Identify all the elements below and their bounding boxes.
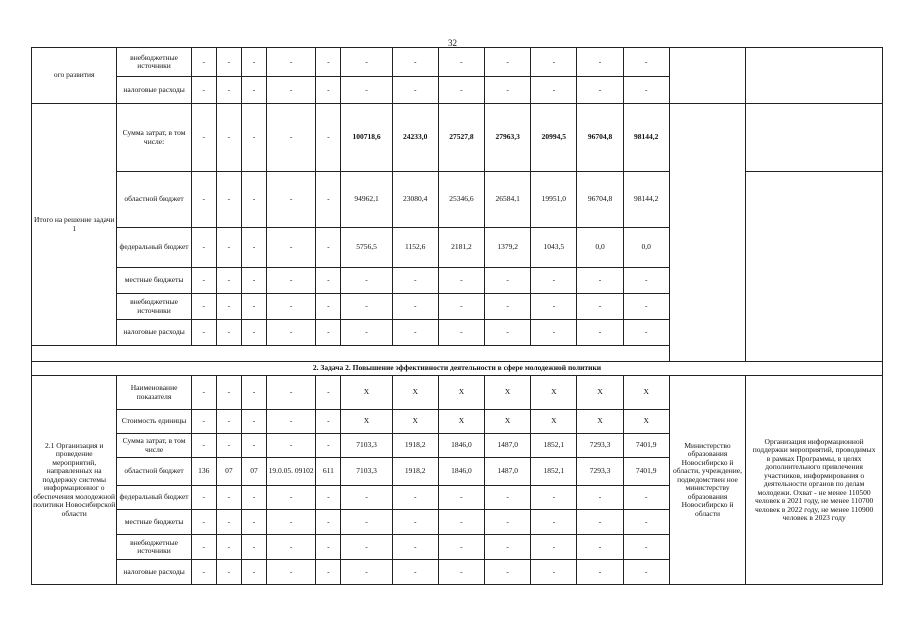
extra-label: внебюджетные источники — [117, 535, 191, 560]
dash-cell: - — [623, 294, 669, 320]
dash-cell: - — [267, 77, 316, 104]
item-sum-value: 7293,3 — [577, 434, 623, 458]
indicator-label: Наименование показателя — [117, 376, 191, 410]
item-regional-value: 1487,0 — [485, 458, 531, 486]
dash-cell: - — [267, 410, 316, 434]
dash-cell: - — [191, 410, 216, 434]
dash-cell: - — [531, 77, 577, 104]
federal-label: федеральный бюджет — [117, 228, 191, 268]
tax-label: налоговые расходы — [117, 77, 191, 104]
dash-cell: - — [485, 294, 531, 320]
total-value: 20994,5 — [531, 104, 577, 172]
dash-cell: - — [241, 434, 266, 458]
dash-cell: - — [316, 376, 341, 410]
tax-label: налоговые расходы — [117, 320, 191, 346]
spacer-row — [32, 346, 883, 362]
dash-cell: - — [241, 228, 266, 268]
dash-cell: - — [531, 320, 577, 346]
dash-cell: - — [267, 294, 316, 320]
result-empty — [746, 104, 883, 172]
dash-cell: - — [316, 560, 341, 585]
dash-cell: - — [241, 510, 266, 535]
dash-cell: - — [241, 172, 266, 228]
dash-cell: - — [531, 48, 577, 77]
dash-cell: - — [241, 486, 266, 510]
dash-cell: - — [316, 486, 341, 510]
dash-cell: - — [267, 560, 316, 585]
x-cell: X — [577, 410, 623, 434]
dash-cell: - — [531, 268, 577, 294]
dash-cell: - — [485, 268, 531, 294]
dash-cell: - — [623, 48, 669, 77]
dash-cell: - — [623, 510, 669, 535]
item-regional-value: 7401,9 — [623, 458, 669, 486]
result-empty — [746, 172, 883, 362]
item-regional-value: 1846,0 — [438, 458, 484, 486]
dash-cell: - — [191, 77, 216, 104]
dash-cell: - — [392, 294, 438, 320]
total-value: 98144,2 — [623, 104, 669, 172]
regional-value: 25346,6 — [438, 172, 484, 228]
item-executor: Министерство образования Новосибирско й области, учреждение, подведомствен ное министерству образования Новосибирско й области — [669, 376, 745, 585]
dash-cell: - — [623, 535, 669, 560]
dash-cell: - — [216, 228, 241, 268]
dash-cell: - — [341, 560, 392, 585]
item-regional-value: 1852,1 — [531, 458, 577, 486]
dash-cell: - — [341, 294, 392, 320]
total-label: Сумма затрат, в том числе: — [117, 104, 191, 172]
dash-cell: - — [341, 510, 392, 535]
dash-cell: - — [623, 486, 669, 510]
dash-cell: - — [316, 77, 341, 104]
dash-cell: - — [577, 320, 623, 346]
code-cell: 07 — [241, 458, 266, 486]
dash-cell: - — [216, 104, 241, 172]
dash-cell: - — [191, 376, 216, 410]
budget-table — [31, 47, 883, 585]
dash-cell: - — [341, 268, 392, 294]
dash-cell: - — [316, 172, 341, 228]
regional-value: 96704,8 — [577, 172, 623, 228]
dash-cell: - — [577, 486, 623, 510]
dash-cell: - — [623, 268, 669, 294]
dash-cell: - — [341, 486, 392, 510]
total-value: 24233,0 — [392, 104, 438, 172]
result-empty — [746, 48, 883, 104]
code-cell: 19.0.05. 09102 — [267, 458, 316, 486]
dash-cell: - — [241, 268, 266, 294]
local-label: местные бюджеты — [117, 268, 191, 294]
dash-cell: - — [485, 510, 531, 535]
regional-label: областной бюджет — [117, 172, 191, 228]
dash-cell: - — [191, 510, 216, 535]
dash-cell: - — [267, 376, 316, 410]
regional-value: 94962,1 — [341, 172, 392, 228]
x-cell: X — [623, 376, 669, 410]
dash-cell: - — [316, 320, 341, 346]
dash-cell: - — [216, 376, 241, 410]
x-cell: X — [485, 376, 531, 410]
dash-cell: - — [267, 104, 316, 172]
dash-cell: - — [392, 48, 438, 77]
dash-cell: - — [316, 535, 341, 560]
dash-cell: - — [191, 268, 216, 294]
unit-cost-label: Стоимость единицы — [117, 410, 191, 434]
item-regional-value: 1918,2 — [392, 458, 438, 486]
regional-value: 23080,4 — [392, 172, 438, 228]
dash-cell: - — [438, 560, 484, 585]
dash-cell: - — [241, 77, 266, 104]
dash-cell: - — [577, 510, 623, 535]
dash-cell: - — [341, 320, 392, 346]
dash-cell: - — [316, 268, 341, 294]
total-label: Сумма затрат, в том числе — [117, 434, 191, 458]
dash-cell: - — [341, 535, 392, 560]
item-sum-value: 1918,2 — [392, 434, 438, 458]
dash-cell: - — [267, 228, 316, 268]
dash-cell: - — [392, 510, 438, 535]
item-sum-value: 1487,0 — [485, 434, 531, 458]
dash-cell: - — [216, 294, 241, 320]
dash-cell: - — [191, 486, 216, 510]
dash-cell: - — [316, 510, 341, 535]
code-cell: 136 — [191, 458, 216, 486]
dash-cell: - — [438, 320, 484, 346]
dash-cell: - — [316, 228, 341, 268]
dash-cell: - — [267, 535, 316, 560]
dash-cell: - — [241, 560, 266, 585]
dash-cell: - — [241, 294, 266, 320]
federal-value: 2181,2 — [438, 228, 484, 268]
dash-cell: - — [392, 535, 438, 560]
dash-cell: - — [438, 294, 484, 320]
dash-cell: - — [267, 486, 316, 510]
dash-cell: - — [531, 294, 577, 320]
dash-cell: - — [267, 48, 316, 77]
x-cell: X — [438, 410, 484, 434]
dash-cell: - — [191, 320, 216, 346]
dash-cell: - — [191, 228, 216, 268]
item-sum-value: 1846,0 — [438, 434, 484, 458]
x-cell: X — [341, 410, 392, 434]
dash-cell: - — [191, 172, 216, 228]
local-label: местные бюджеты — [117, 510, 191, 535]
executor-empty — [669, 48, 745, 104]
dash-cell: - — [392, 77, 438, 104]
dash-cell: - — [577, 268, 623, 294]
dash-cell: - — [485, 77, 531, 104]
federal-value: 0,0 — [577, 228, 623, 268]
regional-value: 19951,0 — [531, 172, 577, 228]
dash-cell: - — [392, 268, 438, 294]
dash-cell: - — [316, 294, 341, 320]
dash-cell: - — [241, 376, 266, 410]
dash-cell: - — [267, 268, 316, 294]
dash-cell: - — [623, 77, 669, 104]
federal-value: 5756,5 — [341, 228, 392, 268]
dash-cell: - — [531, 535, 577, 560]
regional-label: областной бюджет — [117, 458, 191, 486]
dash-cell: - — [438, 486, 484, 510]
totals-title: Итого на решение задачи 1 — [32, 104, 117, 346]
header-fragment-cell: ого развития — [32, 48, 117, 104]
dash-cell: - — [267, 172, 316, 228]
code-cell: 611 — [316, 458, 341, 486]
item-sum-value: 7401,9 — [623, 434, 669, 458]
dash-cell: - — [438, 77, 484, 104]
x-cell: X — [438, 376, 484, 410]
dash-cell: - — [531, 560, 577, 585]
dash-cell: - — [216, 268, 241, 294]
dash-cell: - — [216, 486, 241, 510]
dash-cell: - — [241, 48, 266, 77]
total-value: 27963,3 — [485, 104, 531, 172]
dash-cell: - — [577, 294, 623, 320]
dash-cell: - — [485, 48, 531, 77]
dash-cell: - — [216, 535, 241, 560]
federal-value: 0,0 — [623, 228, 669, 268]
dash-cell: - — [216, 510, 241, 535]
dash-cell: - — [241, 410, 266, 434]
dash-cell: - — [485, 560, 531, 585]
dash-cell: - — [241, 535, 266, 560]
dash-cell: - — [392, 320, 438, 346]
dash-cell: - — [267, 510, 316, 535]
item-regional-value: 7293,3 — [577, 458, 623, 486]
dash-cell: - — [216, 48, 241, 77]
x-cell: X — [392, 376, 438, 410]
dash-cell: - — [438, 535, 484, 560]
dash-cell: - — [316, 104, 341, 172]
dash-cell: - — [216, 320, 241, 346]
task2-title: 2. Задача 2. Повышение эффективности деятельности в сфере молодежной политики — [32, 362, 883, 376]
federal-label: федеральный бюджет — [117, 486, 191, 510]
dash-cell: - — [623, 320, 669, 346]
dash-cell: - — [531, 486, 577, 510]
dash-cell: - — [191, 104, 216, 172]
x-cell: X — [531, 410, 577, 434]
dash-cell: - — [531, 510, 577, 535]
dash-cell: - — [341, 48, 392, 77]
dash-cell: - — [316, 410, 341, 434]
tax-label: налоговые расходы — [117, 560, 191, 585]
x-cell: X — [341, 376, 392, 410]
dash-cell: - — [392, 486, 438, 510]
item-result: Организация информационной поддержки мероприятий, проводимых в рамках Программы, в целях дополнительного привлечения участников, информирования о деятельности органов по делам молодежи. Охват - не менее 110500 человек в 2021 году, не менее 110700 человек в 2022 году, не менее 110900 человек в 2023 году — [746, 376, 883, 585]
dash-cell: - — [267, 434, 316, 458]
dash-cell: - — [485, 535, 531, 560]
dash-cell: - — [216, 172, 241, 228]
federal-value: 1043,5 — [531, 228, 577, 268]
total-value: 27527,8 — [438, 104, 484, 172]
dash-cell: - — [316, 434, 341, 458]
dash-cell: - — [577, 560, 623, 585]
page-number: 32 — [448, 38, 457, 48]
extra-label: внебюджетные источники — [117, 48, 191, 77]
item-sum-value: 7103,3 — [341, 434, 392, 458]
dash-cell: - — [392, 560, 438, 585]
dash-cell: - — [341, 77, 392, 104]
dash-cell: - — [577, 48, 623, 77]
item-regional-value: 7103,3 — [341, 458, 392, 486]
item-title: 2.1 Организация и проведение мероприятий, направленных на поддержку системы информационног о обеспечения молодежной политики Новосибирской области — [32, 376, 117, 585]
x-cell: X — [485, 410, 531, 434]
total-value: 100718,6 — [341, 104, 392, 172]
dash-cell: - — [623, 560, 669, 585]
dash-cell: - — [216, 77, 241, 104]
dash-cell: - — [191, 535, 216, 560]
dash-cell: - — [316, 48, 341, 77]
regional-value: 26584,1 — [485, 172, 531, 228]
dash-cell: - — [216, 434, 241, 458]
dash-cell: - — [191, 560, 216, 585]
dash-cell: - — [577, 535, 623, 560]
dash-cell: - — [191, 434, 216, 458]
federal-value: 1152,6 — [392, 228, 438, 268]
executor-empty — [669, 104, 745, 362]
dash-cell: - — [216, 410, 241, 434]
federal-value: 1379,2 — [485, 228, 531, 268]
dash-cell: - — [216, 560, 241, 585]
dash-cell: - — [577, 77, 623, 104]
dash-cell: - — [241, 320, 266, 346]
x-cell: X — [623, 410, 669, 434]
extra-label: внебюджетные источники — [117, 294, 191, 320]
dash-cell: - — [191, 48, 216, 77]
item-sum-value: 1852,1 — [531, 434, 577, 458]
x-cell: X — [392, 410, 438, 434]
dash-cell: - — [438, 268, 484, 294]
total-value: 96704,8 — [577, 104, 623, 172]
dash-cell: - — [485, 320, 531, 346]
x-cell: X — [531, 376, 577, 410]
code-cell: 07 — [216, 458, 241, 486]
regional-value: 98144,2 — [623, 172, 669, 228]
dash-cell: - — [191, 294, 216, 320]
dash-cell: - — [485, 486, 531, 510]
dash-cell: - — [438, 510, 484, 535]
dash-cell: - — [267, 320, 316, 346]
dash-cell: - — [241, 104, 266, 172]
dash-cell: - — [438, 48, 484, 77]
x-cell: X — [577, 376, 623, 410]
